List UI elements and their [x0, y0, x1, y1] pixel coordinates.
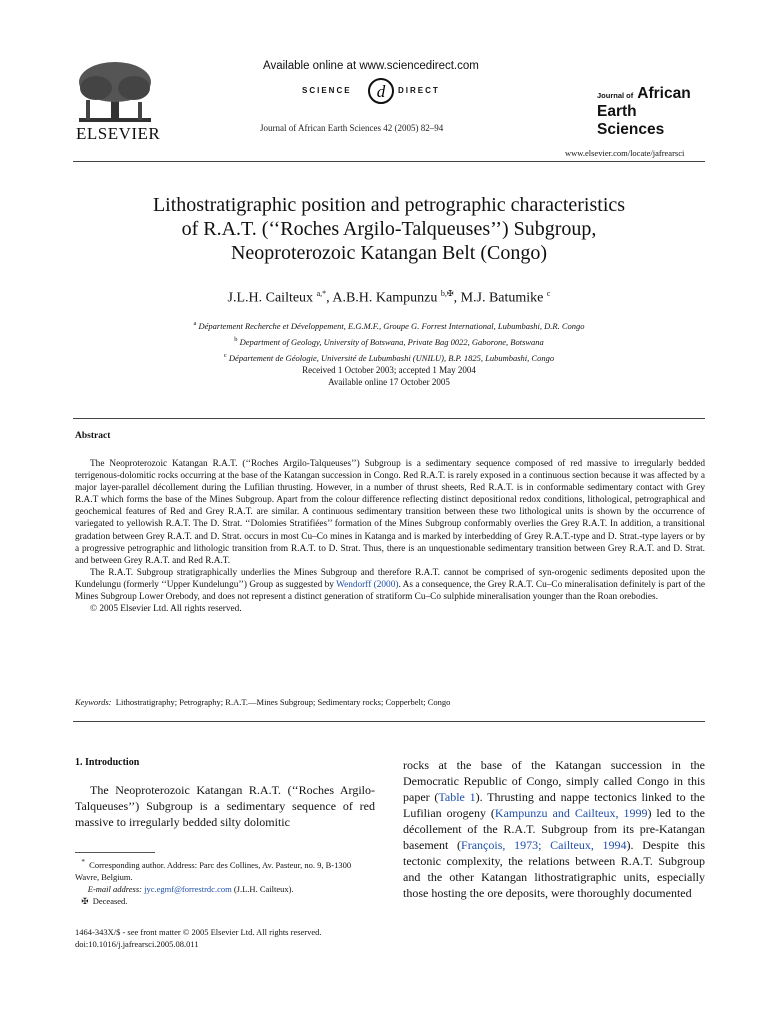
- article-dates: [73, 364, 705, 388]
- abstract-paragraph: [75, 567, 705, 603]
- affil-text: Département de Géologie, Université de Lubumbashi (UNILU), B.P. 1825, Lubumbashi, Congo: [228, 352, 555, 363]
- doi-line: doi:10.1016/j.jafrearsci.2005.08.011: [75, 939, 199, 949]
- body-text: ). Thrusting and nappe tectonics linked to the Lufilian orogeny (: [403, 790, 705, 820]
- body-text: rocks at the base of the Katangan succession in the Democratic Republic of Congo, simply called Congo in this paper (: [403, 758, 705, 804]
- abstract-copyright: © 2005 Elsevier Ltd. All rights reserved.: [90, 604, 242, 615]
- keywords-label: Keywords:: [75, 697, 112, 707]
- abstract-text: . As a consequence, the Grey R.A.T. Cu–Co mineralisation definitely is part of the Mines Subgroup Lower Orebody, and does not represent a distinct generation of stratiform Cu–Co sulphide mineralisation younger than the Roan orebodies.: [75, 579, 705, 603]
- table-link[interactable]: Table 1: [438, 790, 476, 804]
- affiliations: [73, 317, 705, 364]
- sd-at-icon: [366, 76, 396, 111]
- author-list: J.L.H. Cailteux $^{a,*}$, A.B.H. Kampunzu $^{b,✠}$, M.J. Batumike $^c$: [227, 289, 551, 306]
- affil-text: Département Recherche et Développement, E.G.M.F., Groupe G. Forrest International, Lubumbashi, D.R. Congo: [198, 320, 585, 331]
- abstract-body: [75, 458, 705, 615]
- sd-right-text: DIRECT: [398, 86, 440, 95]
- keywords-text: Lithostratigraphy; Petrography; R.A.T.—Mines Subgroup; Sedimentary rocks; Copperbelt; Congo: [115, 697, 451, 707]
- citation-link[interactable]: Wendorff (2000): [336, 579, 399, 590]
- footnote-text: Corresponding author. Address: Parc des Collines, Av. Pasteur, no. 9, B-1300 Wavre, Belgium.: [75, 859, 352, 882]
- title-line: of R.A.T. (‘‘Roches Argilo-Talqueuses’’) Subgroup,: [181, 218, 597, 240]
- journal-logo-name2: Earth Sciences: [597, 103, 665, 138]
- keywords: [75, 697, 705, 707]
- affil-mark: b: [234, 335, 238, 343]
- issn-doi: [75, 926, 322, 950]
- author-name: J.L.H. Cailteux: [227, 290, 314, 306]
- title-line: Neoproterozoic Katangan Belt (Congo): [230, 242, 547, 264]
- left-column-text: [75, 782, 375, 830]
- email-link[interactable]: jyc.egmf@forrestrdc.com: [144, 883, 232, 894]
- header-divider: [73, 161, 705, 162]
- author-affil-mark[interactable]: a,*: [316, 289, 327, 298]
- keywords-divider: [73, 721, 705, 722]
- body-text: ) led to the décollement of the R.A.T. Subgroup from its pre-Katangan basement (: [403, 806, 705, 852]
- journal-url[interactable]: www.elsevier.com/locate/jafrearsci: [565, 148, 685, 158]
- author-affil-mark[interactable]: b,✠: [440, 289, 454, 298]
- author-name: M.J. Batumike: [460, 290, 544, 306]
- abstract-text: The R.A.T. Subgroup stratigraphically underlies the Mines Subgroup and therefore R.A.T. cannot be comprised of syn-orogenic sediments deposited upon the Kundelungu (formerly ‘‘Upper Kundelungu’’) Group as suggested by: [75, 567, 705, 590]
- sciencedirect-logo: [302, 78, 452, 106]
- journal-logo-of: Journal of: [597, 91, 634, 100]
- citation-link[interactable]: François, 1973; Cailteux, 1994: [461, 838, 627, 852]
- title-divider: [73, 418, 705, 419]
- footnote-mark: ✠: [81, 895, 89, 906]
- publisher-name: ELSEVIER: [76, 124, 161, 143]
- journal-logo-name1: African: [637, 85, 691, 102]
- affil-mark: a: [193, 320, 197, 327]
- online-date: Available online 17 October 2005: [328, 377, 450, 387]
- body-paragraph: [403, 757, 705, 901]
- sd-left-text: SCIENCE: [302, 86, 352, 95]
- abstract-paragraph: The Neoproterozoic Katangan R.A.T. (‘‘Roches Argilo-Talqueuses’’) Subgroup is a sedimentary sequence composed of red massive to irregularly bedded terrigenous-dolomitic rocks occurring at the base of the Katangan succession in Congo. Red R.A.T. is rarely exposed in a continuous section because it was affected by a major layer-parallel décollement during the Lufilian thrusting. However, in a number of thrust sheets, Red R.A.T. is in conformable sedimentary contact with Grey R.A.T which forms the base of the Mines Subgroup. Apart from the colour difference reflecting distinct depositional redox conditions, lithological, petrographical and geochemical features of Red and Grey R.A.T. are similar. A continuous sedimentary transition between these two lithological units is shown by the occurrence of variegated to yellowish R.A.T. The D. Strat. ‘‘Dolomies Stratifiées’’ formation of the Mines Subgroup conformably overlies the Grey R.A.T. In addition, a transitional gradation between Grey R.A.T. and D. Strat. occurs in most Cu–Co mines in Katanga and is marked by interbedding of Grey R.A.T.-type and D. Strat.-type layers or by a progressive petrographic and lithologic transition from R.A.T. to D. Strat. Thus, there is an unquestionable sedimentary transition between Grey R.A.T. and D. Strat. and between Grey R.A.T. and Red R.A.T.: [75, 459, 705, 566]
- received-date: Received 1 October 2003; accepted 1 May 2004: [302, 365, 476, 375]
- affiliation: [73, 349, 705, 365]
- journal-logo: [597, 85, 707, 139]
- affil-mark: c: [223, 351, 227, 359]
- footnote-corresponding: [75, 856, 375, 883]
- body-text: ). Despite this tectonic complexity, the relations between R.A.T. Subgroup and the other Katangan lithostratigraphic units, especially those hosting the ore deposits, were thoroughly documented: [403, 838, 705, 900]
- elsevier-tree-logo: [74, 60, 156, 132]
- title-line: Lithostratigraphic position and petrographic characteristics: [152, 194, 626, 216]
- author-name: A.B.H. Kampunzu: [332, 290, 438, 306]
- footnote-mark: *: [81, 858, 85, 866]
- right-column-text: [403, 757, 705, 901]
- svg-text:d: d: [376, 82, 386, 101]
- footnote-deceased: [75, 895, 375, 907]
- section-heading: 1. Introduction: [75, 757, 140, 768]
- footnote-email: [75, 883, 375, 895]
- article-title: [73, 193, 705, 265]
- footnote-divider: [75, 852, 155, 853]
- email-label: E-mail address:: [87, 883, 142, 894]
- body-paragraph: The Neoproterozoic Katangan R.A.T. (‘‘Roches Argilo-Talqueuses’’) Subgroup is a sedimentary sequence of red massive to irregularly bedded silty dolomitic: [75, 783, 375, 829]
- footnote-text: (J.L.H. Cailteux).: [233, 883, 294, 894]
- affil-text: Department of Geology, University of Botswana, Private Bag 0022, Gaborone, Botswana: [239, 336, 544, 347]
- citation-link[interactable]: Kampunzu and Cailteux, 1999: [494, 806, 648, 820]
- footnotes: [75, 856, 375, 907]
- journal-citation: Journal of African Earth Sciences 42 (2005) 82–94: [260, 123, 444, 133]
- issn-line: 1464-343X/$ - see front matter © 2005 Elsevier Ltd. All rights reserved.: [75, 927, 322, 937]
- affiliation: [73, 317, 705, 333]
- abstract-heading: Abstract: [75, 431, 111, 441]
- available-online-text[interactable]: Available online at www.sciencedirect.com: [263, 60, 479, 72]
- affiliation: [73, 333, 705, 349]
- author-affil-mark[interactable]: c: [546, 289, 551, 298]
- footnote-text: Deceased.: [92, 895, 128, 906]
